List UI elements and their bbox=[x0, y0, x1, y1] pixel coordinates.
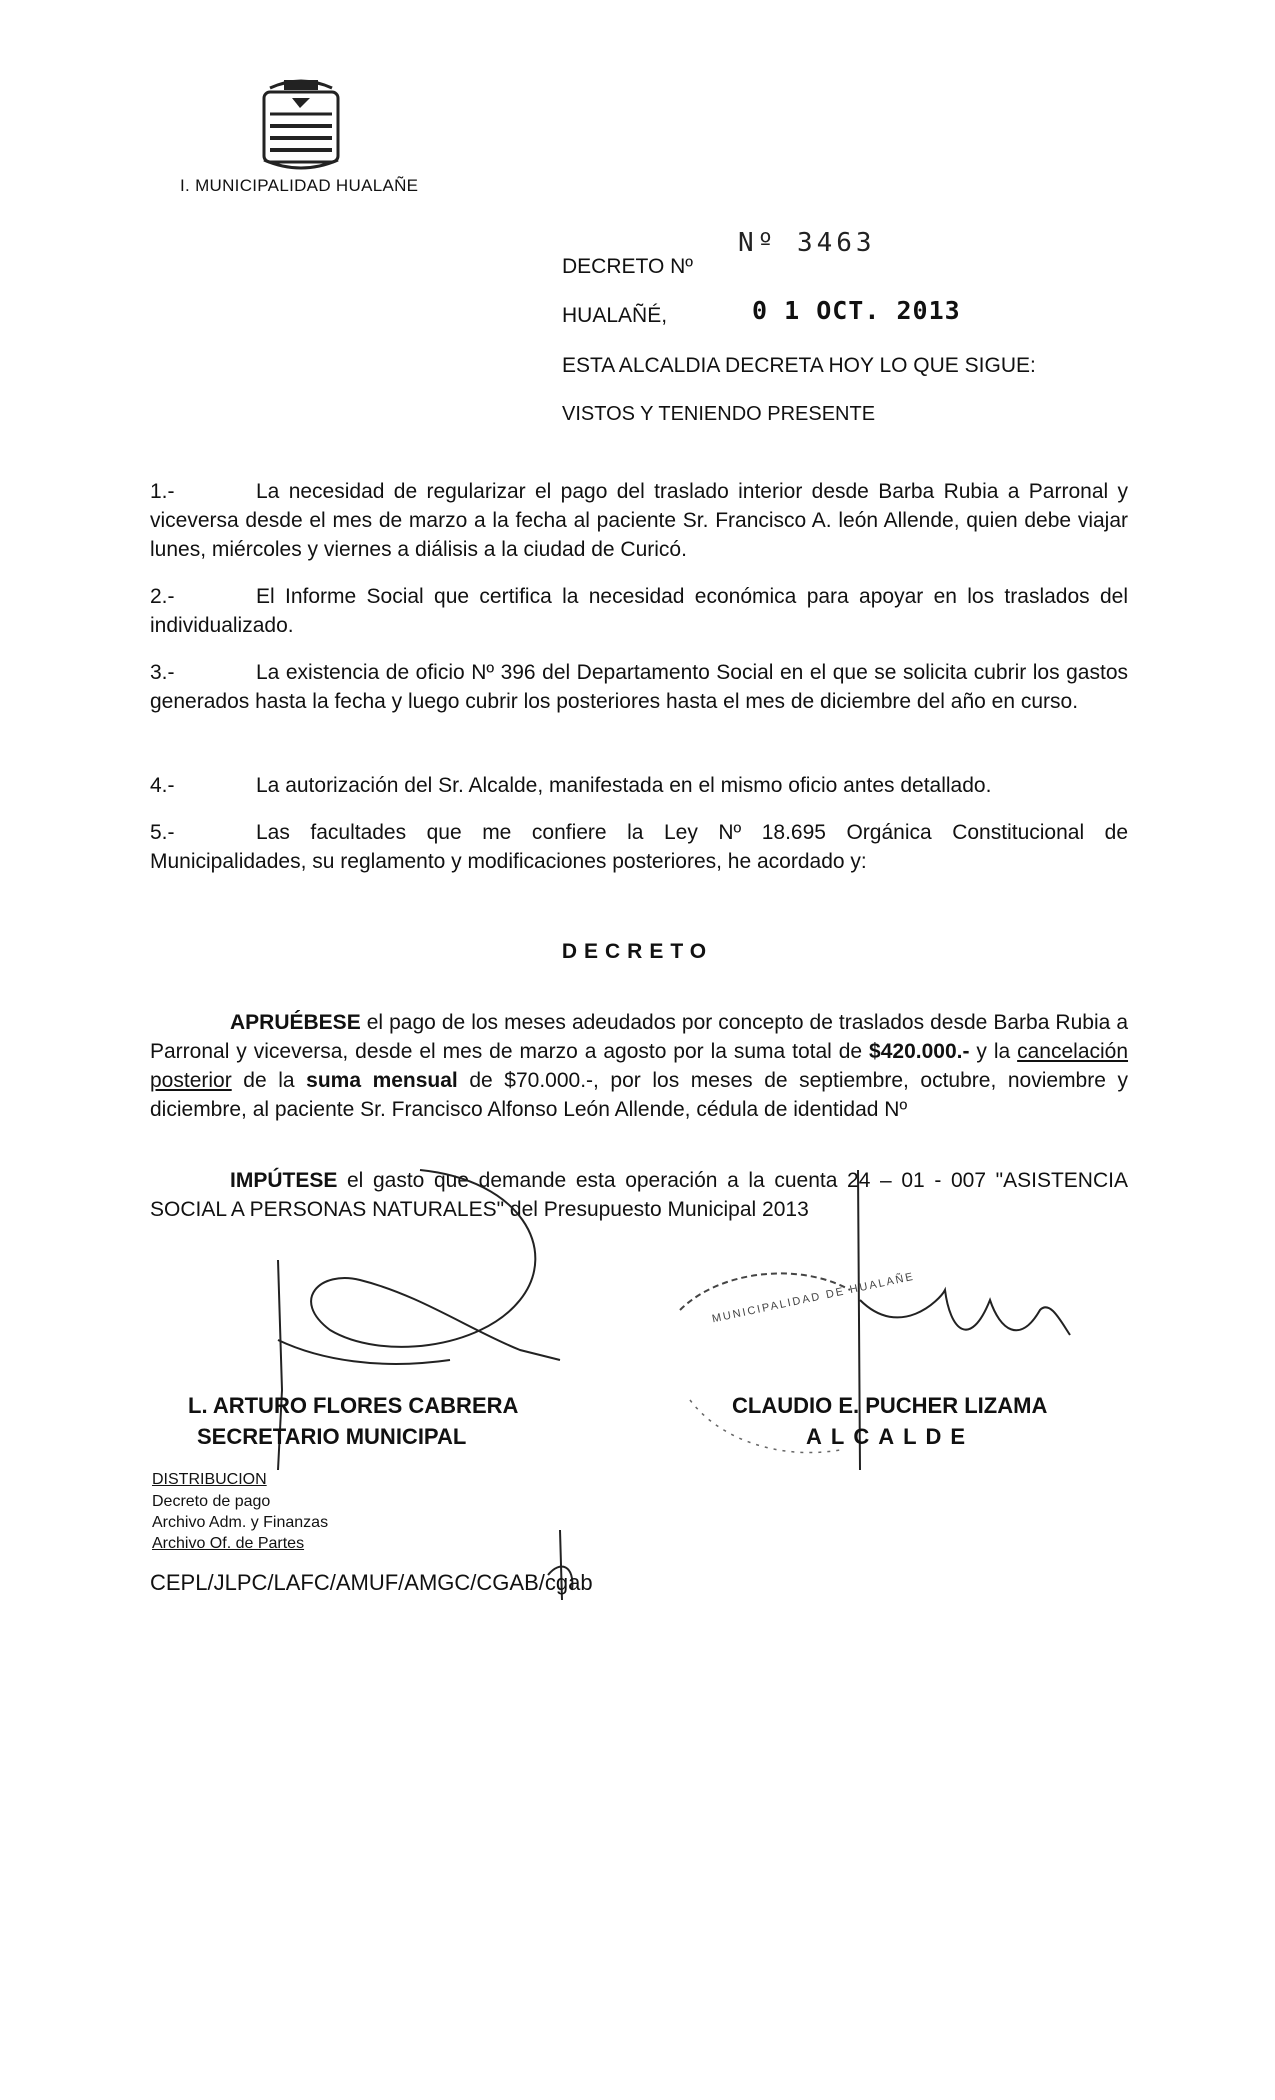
distribution-title: DISTRIBUCION bbox=[152, 1471, 267, 1488]
distribution-item: Archivo Adm. y Finanzas bbox=[152, 1514, 329, 1531]
vistos-heading: VISTOS Y TENIENDO PRESENTE bbox=[562, 403, 876, 425]
decree-number: Nº 3463 bbox=[738, 228, 876, 258]
initials-codes: CEPL/JLPC/LAFC/AMUF/AMGC/CGAB/cgab bbox=[150, 1570, 593, 1595]
consideration-item: 5.- Las facultades que me confiere la Ley Nº 18.695 Orgánica Constitucional de Municipalidades, su reglamento y modificaciones posteriores, he acordado y: bbox=[150, 821, 1128, 873]
distribution-item: Archivo Of. de Partes bbox=[152, 1535, 305, 1552]
date-stamp: 0 1 OCT. 2013 bbox=[752, 296, 961, 325]
municipality-name: I. MUNICIPALIDAD HUALAÑE bbox=[180, 176, 419, 195]
imputation-paragraph: IMPÚTESE el gasto que demande esta operación a la cuenta 24 – 01 - 007 "ASISTENCIA SOCIAL A PERSONAS NATURALES" del Presupuesto Municipal 2013 bbox=[150, 1169, 1128, 1221]
mayor-title: ALCALDE bbox=[806, 1424, 975, 1449]
mayor-name: CLAUDIO E. PUCHER LIZAMA bbox=[732, 1393, 1048, 1418]
consideration-item: 1.- La necesidad de regularizar el pago del traslado interior desde Barba Rubia a Parronal y viceversa desde el mes de marzo a la fecha al paciente Sr. Francisco A. león Allende, quien debe viajar lunes, miércoles y viernes a diálisis a la ciudad de Curicó. bbox=[150, 480, 1128, 561]
decree-label: DECRETO Nº bbox=[562, 255, 693, 278]
consideration-item: 2.- El Informe Social que certifica la necesidad económica para apoyar en los traslados del individualizado. bbox=[150, 585, 1128, 637]
decree-intro: ESTA ALCALDIA DECRETA HOY LO QUE SIGUE: bbox=[562, 354, 1036, 377]
distribution-item: Decreto de pago bbox=[152, 1493, 271, 1510]
secretary-name: L. ARTURO FLORES CABRERA bbox=[188, 1393, 519, 1418]
secretary-title: SECRETARIO MUNICIPAL bbox=[197, 1424, 467, 1449]
municipal-crest-logo bbox=[256, 74, 346, 174]
decree-title: DECRETO bbox=[561, 940, 714, 963]
consideration-item: 4.- La autorización del Sr. Alcalde, manifestada en el mismo oficio antes detallado. bbox=[150, 774, 992, 797]
place-label: HUALAÑÉ, bbox=[562, 304, 668, 327]
consideration-item: 3.- La existencia de oficio Nº 396 del Departamento Social en el que se solicita cubrir los gastos generados hasta la fecha y luego cubrir los posteriores hasta el mes de diciembre del año en curso. bbox=[150, 661, 1128, 713]
approval-paragraph: APRUÉBESE el pago de los meses adeudados por concepto de traslados desde Barba Rubia a Parronal y viceversa, desde el mes de marzo a agosto por la suma total de $420.000.- y la cancelación posterior de la suma mensual de $70.000.-, por los meses de septiembre, octubre, noviembre y diciembre, al paciente Sr. Francisco Alfonso León Allende, cédula de identidad Nº bbox=[150, 1011, 1129, 1121]
seal-text: MUNICIPALIDAD DE HUALAÑE bbox=[711, 1270, 916, 1326]
